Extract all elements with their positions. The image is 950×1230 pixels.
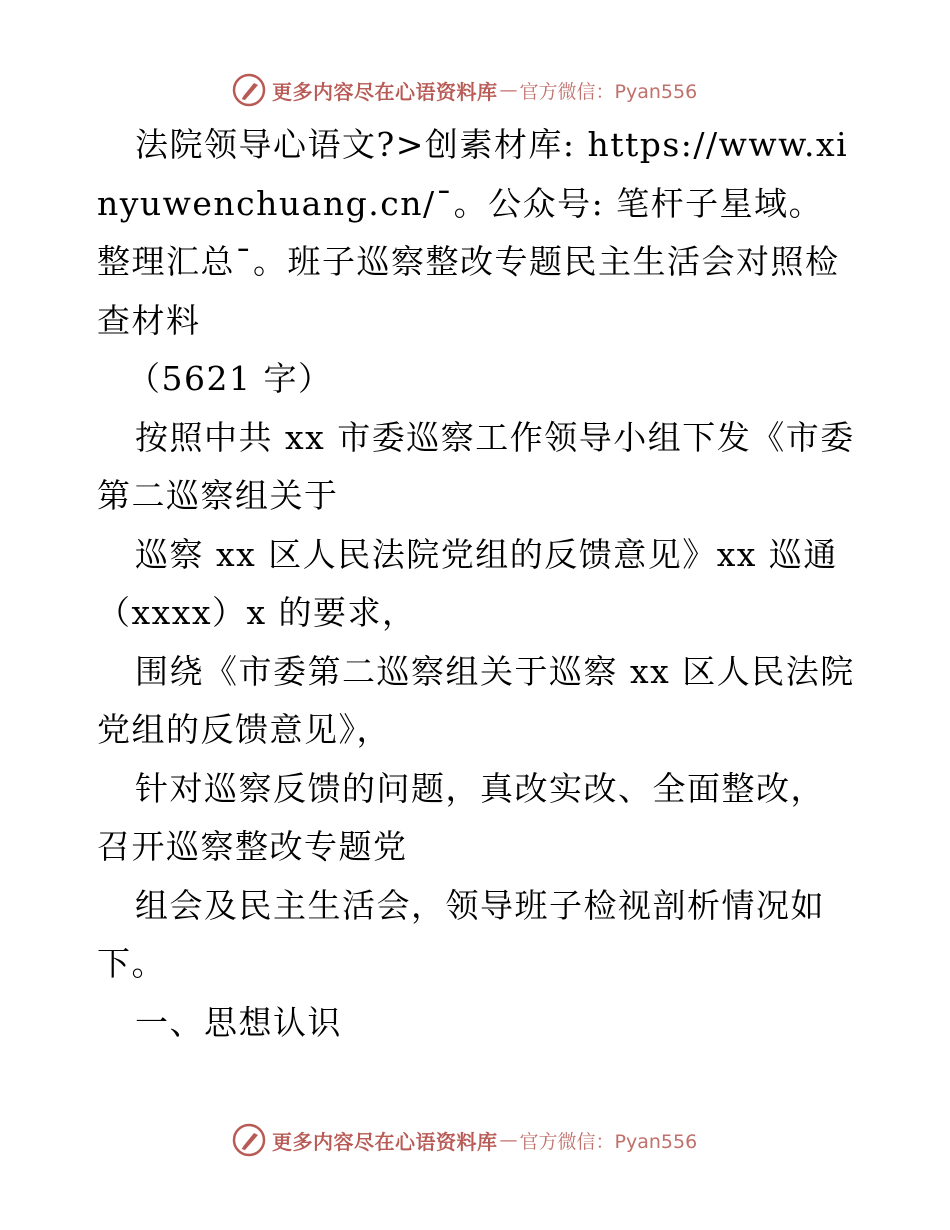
banner-wechat-label: 官方微信：Pyan556 <box>519 80 698 103</box>
paragraph-word-count: （5621 字） <box>127 359 333 398</box>
paragraph-intro-3: 围绕《市委第二巡察组关于巡察 xx 区人民法院党组的反馈意见》， <box>97 651 855 749</box>
paragraph-intro-5: 组会及民主生活会，领导班子检视剖析情况如下。 <box>97 885 825 983</box>
header-banner <box>232 70 697 110</box>
document-body <box>97 116 857 1052</box>
banner-title: 更多内容尽在心语资料库 <box>272 79 498 104</box>
paragraph-title: 法院领导心语文?>创素材库: https://www.xinyuwenchuang.cn/¯。公众号: 笔杆子星域。整理汇总¯。班子巡察整改专题民主生活会对照检查材料 <box>97 125 849 340</box>
quill-pen-logo-icon <box>232 1123 266 1157</box>
section-heading: 一、思想认识 <box>135 1002 342 1042</box>
footer-banner <box>232 1120 697 1160</box>
banner-title: 更多内容尽在心语资料库 <box>272 1129 498 1154</box>
banner-separator: — <box>499 1129 518 1151</box>
paragraph-intro-2: 巡察 xx 区人民法院党组的反馈意见》xx 巡通（xxxx）x 的要求， <box>97 534 838 632</box>
quill-pen-logo-icon <box>232 73 266 107</box>
paragraph-intro-1: 按照中共 xx 市委巡察工作领导小组下发《市委第二巡察组关于 <box>97 417 855 515</box>
banner-wechat-label: 官方微信：Pyan556 <box>519 1130 698 1153</box>
paragraph-intro-4: 针对巡察反馈的问题，真改实改、全面整改，召开巡察整改专题党 <box>97 768 825 866</box>
banner-separator: — <box>499 79 518 101</box>
